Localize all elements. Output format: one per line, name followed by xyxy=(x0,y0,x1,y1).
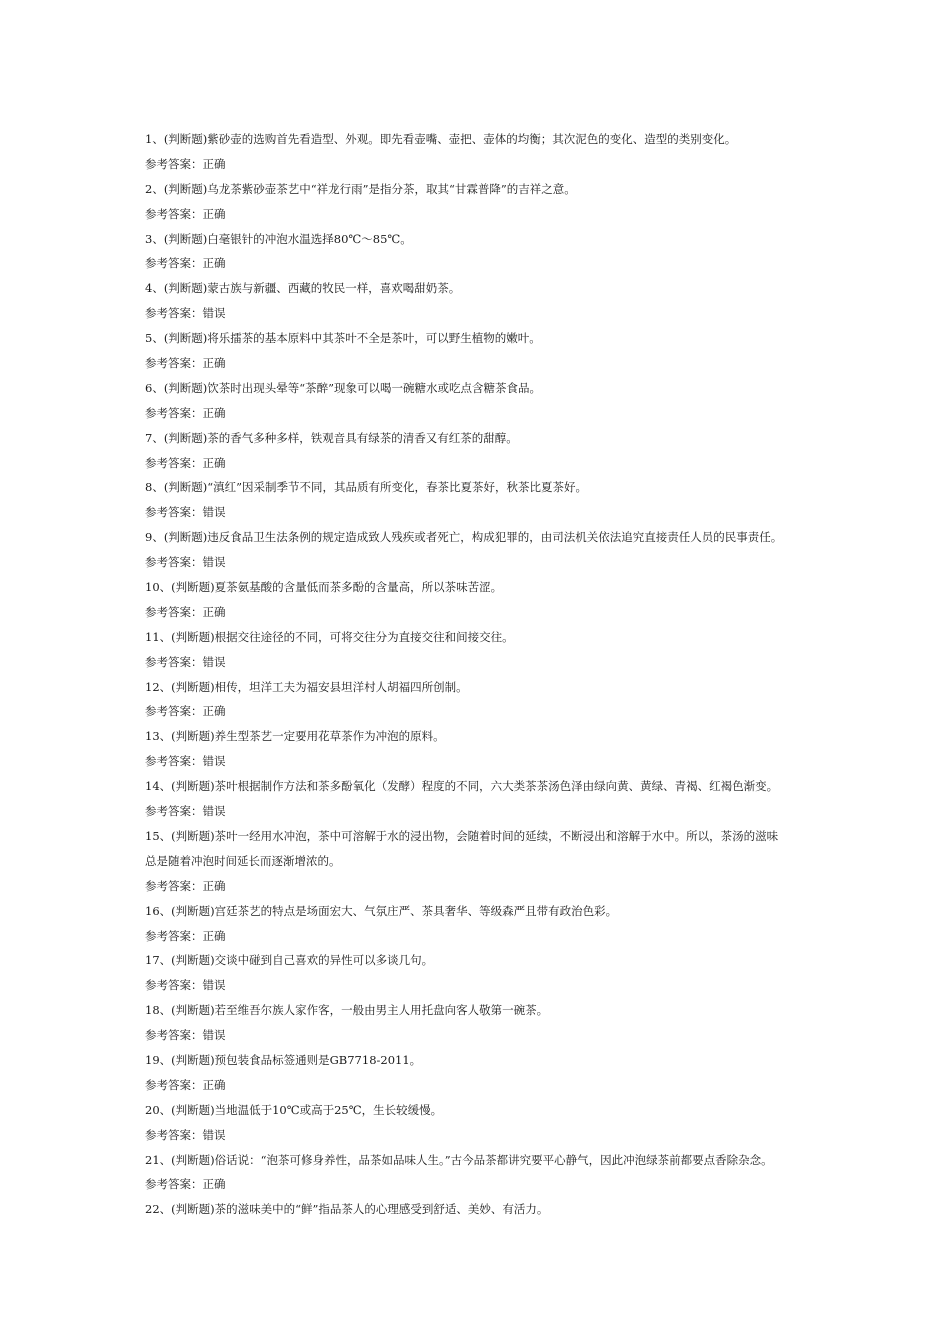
answer-value: 错误 xyxy=(202,804,226,819)
answer-13 xyxy=(145,749,825,774)
answer-label: 参考答案： xyxy=(145,555,203,570)
question-20: 20、(判断题)当地温低于10℃或高于25℃，生长较缓慢。 xyxy=(145,1102,443,1117)
answer-label: 参考答案： xyxy=(145,804,203,819)
question-11: 11、(判断题)根据交往途径的不同，可将交往分为直接交往和间接交往。 xyxy=(145,629,514,644)
question-1: 1、(判断题)紫砂壶的选购首先看造型、外观。即先看壶嘴、壶把、壶体的均衡；其次泥色的变化、造型的类别变化。 xyxy=(145,132,737,146)
answer-value: 正确 xyxy=(202,878,226,893)
answer-label: 参考答案： xyxy=(145,156,203,171)
answer-value: 错误 xyxy=(202,1028,226,1043)
answer-value: 错误 xyxy=(202,505,226,520)
answer-label: 参考答案： xyxy=(145,405,203,420)
answer-label: 参考答案： xyxy=(145,704,203,719)
answer-label: 参考答案： xyxy=(145,654,203,669)
question-12: 12、(判断题)相传，坦洋工夫为福安县坦洋村人胡福四所创制。 xyxy=(145,679,468,694)
answer-label: 参考答案： xyxy=(145,878,203,893)
answer-label: 参考答案： xyxy=(145,1177,203,1192)
answer-value: 正确 xyxy=(202,704,226,719)
answer-label: 参考答案： xyxy=(145,256,203,271)
question-17: 17、(判断题)交谈中碰到自己喜欢的异性可以多谈几句。 xyxy=(145,953,434,968)
answer-8 xyxy=(145,500,825,525)
answer-3 xyxy=(145,251,825,276)
answer-value: 错误 xyxy=(202,306,226,321)
answer-2 xyxy=(145,202,825,227)
answer-18 xyxy=(145,1023,825,1048)
question-18: 18、(判断题)若至维吾尔族人家作客，一般由男主人用托盘向客人敬第一碗茶。 xyxy=(145,1003,549,1018)
answer-4 xyxy=(145,301,825,326)
question-8: 8、(判断题)“滇红”因采制季节不同，其品质有所变化，春茶比夏茶好，秋茶比夏茶好。 xyxy=(145,480,588,495)
answer-value: 错误 xyxy=(202,754,226,769)
answer-value: 错误 xyxy=(202,654,226,669)
question-9: 9、(判断题)违反食品卫生法条例的规定造成致人残疾或者死亡，构成犯罪的，由司法机关依法追究直接责任人员的民事责任。 xyxy=(145,530,783,545)
question-19: 19、(判断题)预包装食品标签通则是GB7718-2011。 xyxy=(145,1052,422,1067)
answer-value: 正确 xyxy=(202,156,226,171)
answer-21 xyxy=(145,1172,825,1197)
answer-16 xyxy=(145,924,825,949)
answer-20 xyxy=(145,1123,825,1148)
answer-label: 参考答案： xyxy=(145,206,203,221)
answer-value: 正确 xyxy=(202,928,226,943)
answer-14 xyxy=(145,799,825,824)
answer-15 xyxy=(145,874,825,899)
question-21: 21、(判断题)俗话说：“泡茶可修身养性，品茶如品味人生。”古今品茶都讲究要平心静气，因此冲泡绿茶前都要点香除杂念。 xyxy=(145,1152,773,1167)
answer-6 xyxy=(145,401,825,426)
answer-12 xyxy=(145,699,825,724)
answer-9 xyxy=(145,550,825,575)
answer-7 xyxy=(145,451,825,476)
answer-5 xyxy=(145,351,825,376)
answer-label: 参考答案： xyxy=(145,505,203,520)
answer-value: 正确 xyxy=(202,1077,226,1092)
question-7: 7、(判断题)茶的香气多种多样，铁观音具有绿茶的清香又有红茶的甜醇。 xyxy=(145,430,518,445)
answer-label: 参考答案： xyxy=(145,754,203,769)
question-10: 10、(判断题)夏茶氨基酸的含量低而茶多酚的含量高，所以茶味苦涩。 xyxy=(145,580,503,595)
answer-value: 正确 xyxy=(202,356,226,371)
answer-value: 正确 xyxy=(202,1177,226,1192)
question-4: 4、(判断题)蒙古族与新疆、西藏的牧民一样，喜欢喝甜奶茶。 xyxy=(145,281,461,296)
question-13: 13、(判断题)养生型茶艺一定要用花草茶作为冲泡的原料。 xyxy=(145,729,445,744)
question-15-line-1: 15、(判断题)茶叶一经用水冲泡，茶中可溶解于水的浸出物，会随着时间的延续，不断浸出和溶解于水中。所以，茶汤的滋味 xyxy=(145,828,779,843)
answer-label: 参考答案： xyxy=(145,604,203,619)
answer-label: 参考答案： xyxy=(145,1028,203,1043)
answer-label: 参考答案： xyxy=(145,306,203,321)
question-6: 6、(判断题)饮茶时出现头晕等“茶醉”现象可以喝一碗糖水或吃点含糖茶食品。 xyxy=(145,380,542,395)
answer-11 xyxy=(145,650,825,675)
answer-label: 参考答案： xyxy=(145,1127,203,1142)
answer-value: 正确 xyxy=(202,256,226,271)
question-15-line-2: 总是随着冲泡时间延长而逐渐增浓的。 xyxy=(145,853,341,868)
question-5: 5、(判断题)将乐擂茶的基本原料中其茶叶不全是茶叶，可以野生植物的嫩叶。 xyxy=(145,331,541,346)
answer-value: 错误 xyxy=(202,555,226,570)
question-3: 3、(判断题)白毫银针的冲泡水温选择80℃～85℃。 xyxy=(145,231,412,246)
answer-value: 正确 xyxy=(202,455,226,470)
answer-1 xyxy=(145,152,825,177)
question-2: 2、(判断题)乌龙茶紫砂壶茶艺中“祥龙行雨”是指分茶，取其“甘霖普降”的吉祥之意。 xyxy=(145,181,576,196)
answer-label: 参考答案： xyxy=(145,978,203,993)
answer-value: 正确 xyxy=(202,206,226,221)
answer-label: 参考答案： xyxy=(145,455,203,470)
question-14: 14、(判断题)茶叶根据制作方法和茶多酚氧化（发酵）程度的不同，六大类茶茶汤色泽由绿向黄、黄绿、青褐、红褐色渐变。 xyxy=(145,779,779,794)
answer-10 xyxy=(145,600,825,625)
answer-label: 参考答案： xyxy=(145,928,203,943)
answer-value: 错误 xyxy=(202,1127,226,1142)
answer-label: 参考答案： xyxy=(145,356,203,371)
answer-19 xyxy=(145,1073,825,1098)
answer-label: 参考答案： xyxy=(145,1077,203,1092)
answer-value: 正确 xyxy=(202,405,226,420)
document-page xyxy=(145,127,825,1222)
question-22: 22、(判断题)茶的滋味美中的“鲜”指品茶人的心理感受到舒适、美妙、有活力。 xyxy=(145,1202,549,1217)
answer-value: 正确 xyxy=(202,604,226,619)
question-16: 16、(判断题)宫廷茶艺的特点是场面宏大、气氛庄严、茶具奢华、等级森严且带有政治色彩。 xyxy=(145,903,618,918)
answer-17 xyxy=(145,973,825,998)
answer-value: 错误 xyxy=(202,978,226,993)
